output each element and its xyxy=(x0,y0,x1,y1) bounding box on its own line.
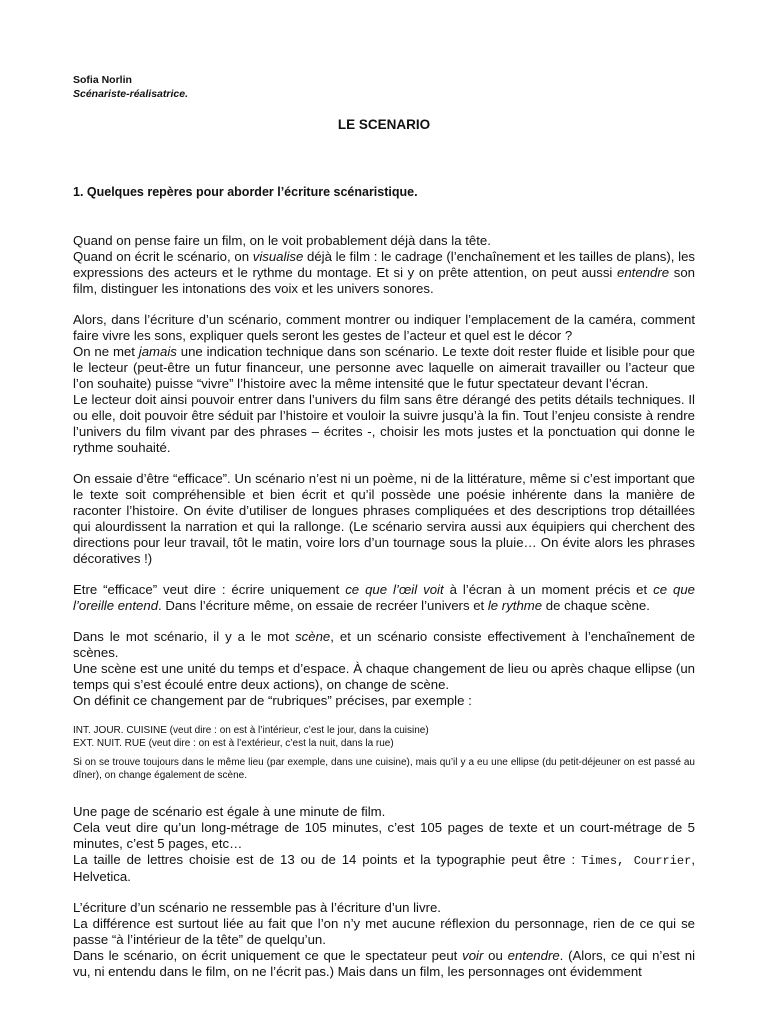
document-body xyxy=(73,233,695,995)
paragraph-text: La taille de lettres choisie est de 13 ou de 14 points et la typographie peut être : Times, Courrier, Helvetica. xyxy=(73,852,695,884)
paragraph-text: On définit ce changement par de “rubriques” précises, par exemple : xyxy=(73,693,472,708)
paragraph-text: Le lecteur doit ainsi pouvoir entrer dans l’univers du film sans être dérangé des petits détails techniques. Il ou elle, doit pouvoir être séduit par l’histoire et vouloir la suivre jusqu’à la fin. Tout l’enjeu consiste à rendre l’univers du film vivant par des phrases – écrites -, choisir les mots justes et la ponctuation qui donne le rythme souhaité. xyxy=(73,392,695,455)
paragraph-text: Dans le mot scénario, il y a le mot scène, et un scénario consiste effectivement à l’enchaînement de scènes. xyxy=(73,629,695,660)
paragraph-7 xyxy=(73,900,695,980)
paragraph-text: Quand on pense faire un film, on le voit probablement déjà dans la tête. xyxy=(73,233,491,248)
author-block xyxy=(73,73,188,101)
paragraph-text: Une page de scénario est égale à une minute de film. xyxy=(73,804,386,819)
document-title: LE SCENARIO xyxy=(337,117,431,132)
paragraph-text: Quand on écrit le scénario, on visualise déjà le film : le cadrage (l’enchaînement et les tailles de plans), les expressions des acteurs et le rythme du montage. Et si y on prête attention, on peut aussi entendre son film, distinguer les intonations des voix et les univers sonores. xyxy=(73,249,696,296)
paragraph-text: Alors, dans l’écriture d’un scénario, comment montrer ou indiquer l’emplacement de la caméra, comment faire vivre les sons, expliquer quels seront les gestes de l’acteur et quel est le décor ? xyxy=(73,312,695,343)
paragraph-4 xyxy=(73,582,695,614)
paragraph-text: Dans le scénario, on écrit uniquement ce que le spectateur peut voir ou entendre. (Alors, ce qui n’est ni vu, ni entendu dans le film, on ne l’écrit pas.) Mais dans un film, les personnages ont évidemment xyxy=(73,948,695,979)
rubric-example: INT. JOUR. CUISINE (veut dire : on est à l’intérieur, c’est le jour, dans la cuisine) xyxy=(73,725,429,736)
paragraph-text: Etre “efficace” veut dire : écrire uniquement ce que l’œil voit à l’écran à un moment précis et ce que l’oreille entend. Dans l’écriture même, on essaie de recréer l’univers et le rythme de chaque scène. xyxy=(73,582,695,613)
section-heading: 1. Quelques repères pour aborder l’écriture scénaristique. xyxy=(73,185,418,199)
rubric-note: Si on se trouve toujours dans le même lieu (par exemple, dans une cuisine), mais qu’il y a eu une ellipse (du petit-déjeuner on est passé au dîner), on change également de scène. xyxy=(73,757,695,781)
paragraph-6 xyxy=(73,804,695,885)
paragraph-text: On ne met jamais une indication technique dans son scénario. Le texte doit rester fluide et lisible pour que le lecteur (peut-être un futur financeur, une personne avec laquelle on aimerait travailler ou l’acteur que l’on souhaite) puisse “vivre” l’histoire avec la même intensité que le futur spectateur devant l’écran. xyxy=(73,344,695,391)
author-role: Scénariste-réalisatrice. xyxy=(73,88,188,100)
paragraph-text: L’écriture d’un scénario ne ressemble pas à l’écriture d’un livre. xyxy=(73,900,441,915)
paragraph-1 xyxy=(73,233,695,297)
paragraph-text: La différence est surtout liée au fait que l’on n’y met aucune réflexion du personnage, rien de ce qui se passe “à l’intérieur de la tête” de quelqu’un. xyxy=(73,916,695,947)
paragraph-text: Cela veut dire qu’un long-métrage de 105 minutes, c’est 105 pages de texte et un court-métrage de 5 minutes, c’est 5 pages, etc… xyxy=(73,820,695,851)
rubric-example: EXT. NUIT. RUE (veut dire : on est à l’extérieur, c’est la nuit, dans la rue) xyxy=(73,738,394,749)
paragraph-text: On essaie d’être “efficace”. Un scénario n’est ni un poème, ni de la littérature, même si c’est important que le texte soit compréhensible et bien écrit et qu’il possède une poésie inhérente dans la manière de raconter l’histoire. On évite d’utiliser de longues phrases compliquées et des descriptions trop détaillées qui alourdissent la narration et qui la rallonge. (Le scénario servira aussi aux équipiers qui cherchent des directions pour leur travail, tôt le matin, voire lors d’un tournage sous la pluie… On évite alors les phrases décoratives !) xyxy=(73,471,695,566)
paragraph-3 xyxy=(73,471,695,567)
author-name: Sofia Norlin xyxy=(73,74,132,86)
paragraph-5 xyxy=(73,629,695,709)
rubrics-block xyxy=(73,724,695,782)
paragraph-2 xyxy=(73,312,695,456)
paragraph-text: Une scène est une unité du temps et d’espace. À chaque changement de lieu ou après chaque ellipse (un temps qui s’est écoulé entre deux actions), on change de scène. xyxy=(73,661,695,692)
